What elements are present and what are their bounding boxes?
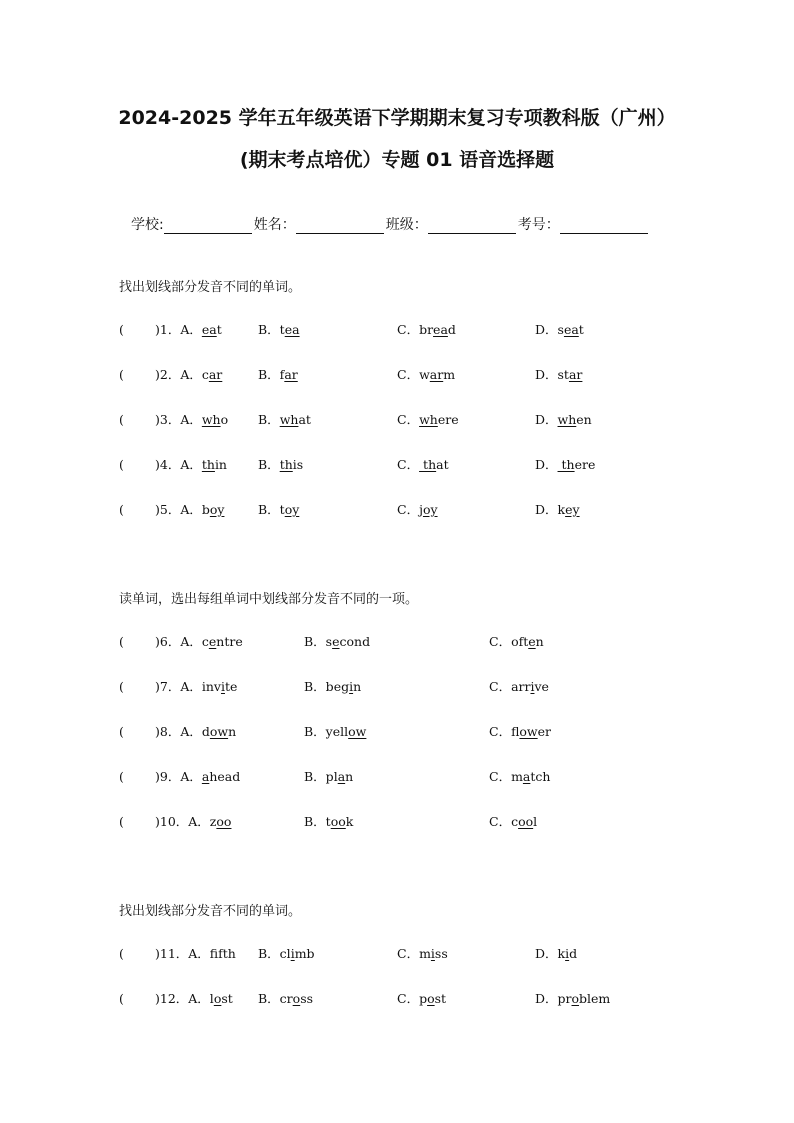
option-b: B．this (258, 457, 304, 472)
option-a: )8．A．down (155, 724, 237, 739)
option-a: )2．A．car (155, 367, 223, 382)
option-d: D．problem (535, 991, 611, 1006)
question-row (119, 989, 719, 1009)
question-row (119, 632, 719, 652)
option-d: D．kid (535, 946, 578, 961)
option-b: B．climb (258, 946, 315, 961)
section-instruction: 读单词，选出每组单词中划线部分发音不同的一项。 (119, 592, 419, 607)
section-instruction: 找出划线部分发音不同的单词。 (119, 904, 302, 919)
answer-blank[interactable]: ( (119, 679, 149, 694)
exam-no-label: 考号： (517, 217, 560, 233)
exam-no-blank[interactable] (560, 217, 648, 234)
option-c: C．miss (397, 946, 448, 961)
option-b: B．toy (258, 502, 300, 517)
option-b: B．second (304, 634, 371, 649)
answer-blank[interactable]: ( (119, 724, 149, 739)
option-b: B．cross (258, 991, 314, 1006)
option-c: C．cool (489, 814, 538, 829)
option-a: )6．A．centre (155, 634, 243, 649)
option-d: D．when (535, 412, 592, 427)
school-label: 学校: (131, 217, 164, 233)
option-d: D．key (535, 502, 580, 517)
option-a: )3．A．who (155, 412, 229, 427)
option-a: )11．A．ffth (155, 946, 236, 961)
answer-blank[interactable]: ( (119, 769, 149, 784)
option-c: C．match (489, 769, 551, 784)
question-row (119, 455, 719, 475)
question-row (119, 812, 719, 832)
answer-blank[interactable]: ( (119, 412, 149, 427)
page-title-line1: 2024-2025 学年五年级英语下学期期末复习专项教科版（广州） (118, 107, 676, 129)
option-d: D．star (535, 367, 583, 382)
option-a: )7．A．invite (155, 679, 238, 694)
option-c: C．arrive (489, 679, 549, 694)
name-blank[interactable] (296, 217, 384, 234)
option-c: C．where (397, 412, 459, 427)
option-c: C．post (397, 991, 447, 1006)
option-b: B．far (258, 367, 298, 382)
option-c: C．often (489, 634, 544, 649)
option-b: B．plan (304, 769, 354, 784)
section-instruction: 找出划线部分发音不同的单词。 (119, 280, 302, 295)
question-row (119, 320, 719, 340)
question-row (119, 410, 719, 430)
option-d: D． there (535, 457, 596, 472)
question-row (119, 722, 719, 742)
option-a: )10．A．zoo (155, 814, 232, 829)
option-b: B．begin (304, 679, 362, 694)
option-a: )5．A．boy (155, 502, 225, 517)
question-row (119, 767, 719, 787)
question-row (119, 500, 719, 520)
question-row (119, 677, 719, 697)
option-a: )4．A．thin (155, 457, 227, 472)
option-b: B．what (258, 412, 311, 427)
answer-blank[interactable]: ( (119, 634, 149, 649)
option-c: C．bread (397, 322, 456, 337)
option-a: )9．A．ahead (155, 769, 241, 784)
option-b: B．tea (258, 322, 300, 337)
answer-blank[interactable]: ( (119, 367, 149, 382)
question-row (119, 365, 719, 385)
answer-blank[interactable]: ( (119, 991, 149, 1006)
option-c: C．flower (489, 724, 552, 739)
question-row (119, 944, 719, 964)
option-a: )12．A．lost (155, 991, 233, 1006)
option-c: C． that (397, 457, 449, 472)
option-d: D．seat (535, 322, 584, 337)
class-label: 班级： (385, 217, 428, 233)
option-c: C．joy (397, 502, 438, 517)
class-blank[interactable] (428, 217, 516, 234)
school-blank[interactable] (164, 217, 252, 234)
answer-blank[interactable]: ( (119, 814, 149, 829)
option-b: B．took (304, 814, 354, 829)
name-label: 姓名： (253, 217, 296, 233)
option-b: B．yellow (304, 724, 367, 739)
answer-blank[interactable]: ( (119, 946, 149, 961)
option-a: )1．A．eat (155, 322, 222, 337)
student-info-row (131, 214, 650, 234)
option-c: C．warm (397, 367, 456, 382)
answer-blank[interactable]: ( (119, 457, 149, 472)
answer-blank[interactable]: ( (119, 502, 149, 517)
page-title-line2: (期末考点培优）专题 01 语音选择题 (239, 149, 555, 171)
answer-blank[interactable]: ( (119, 322, 149, 337)
